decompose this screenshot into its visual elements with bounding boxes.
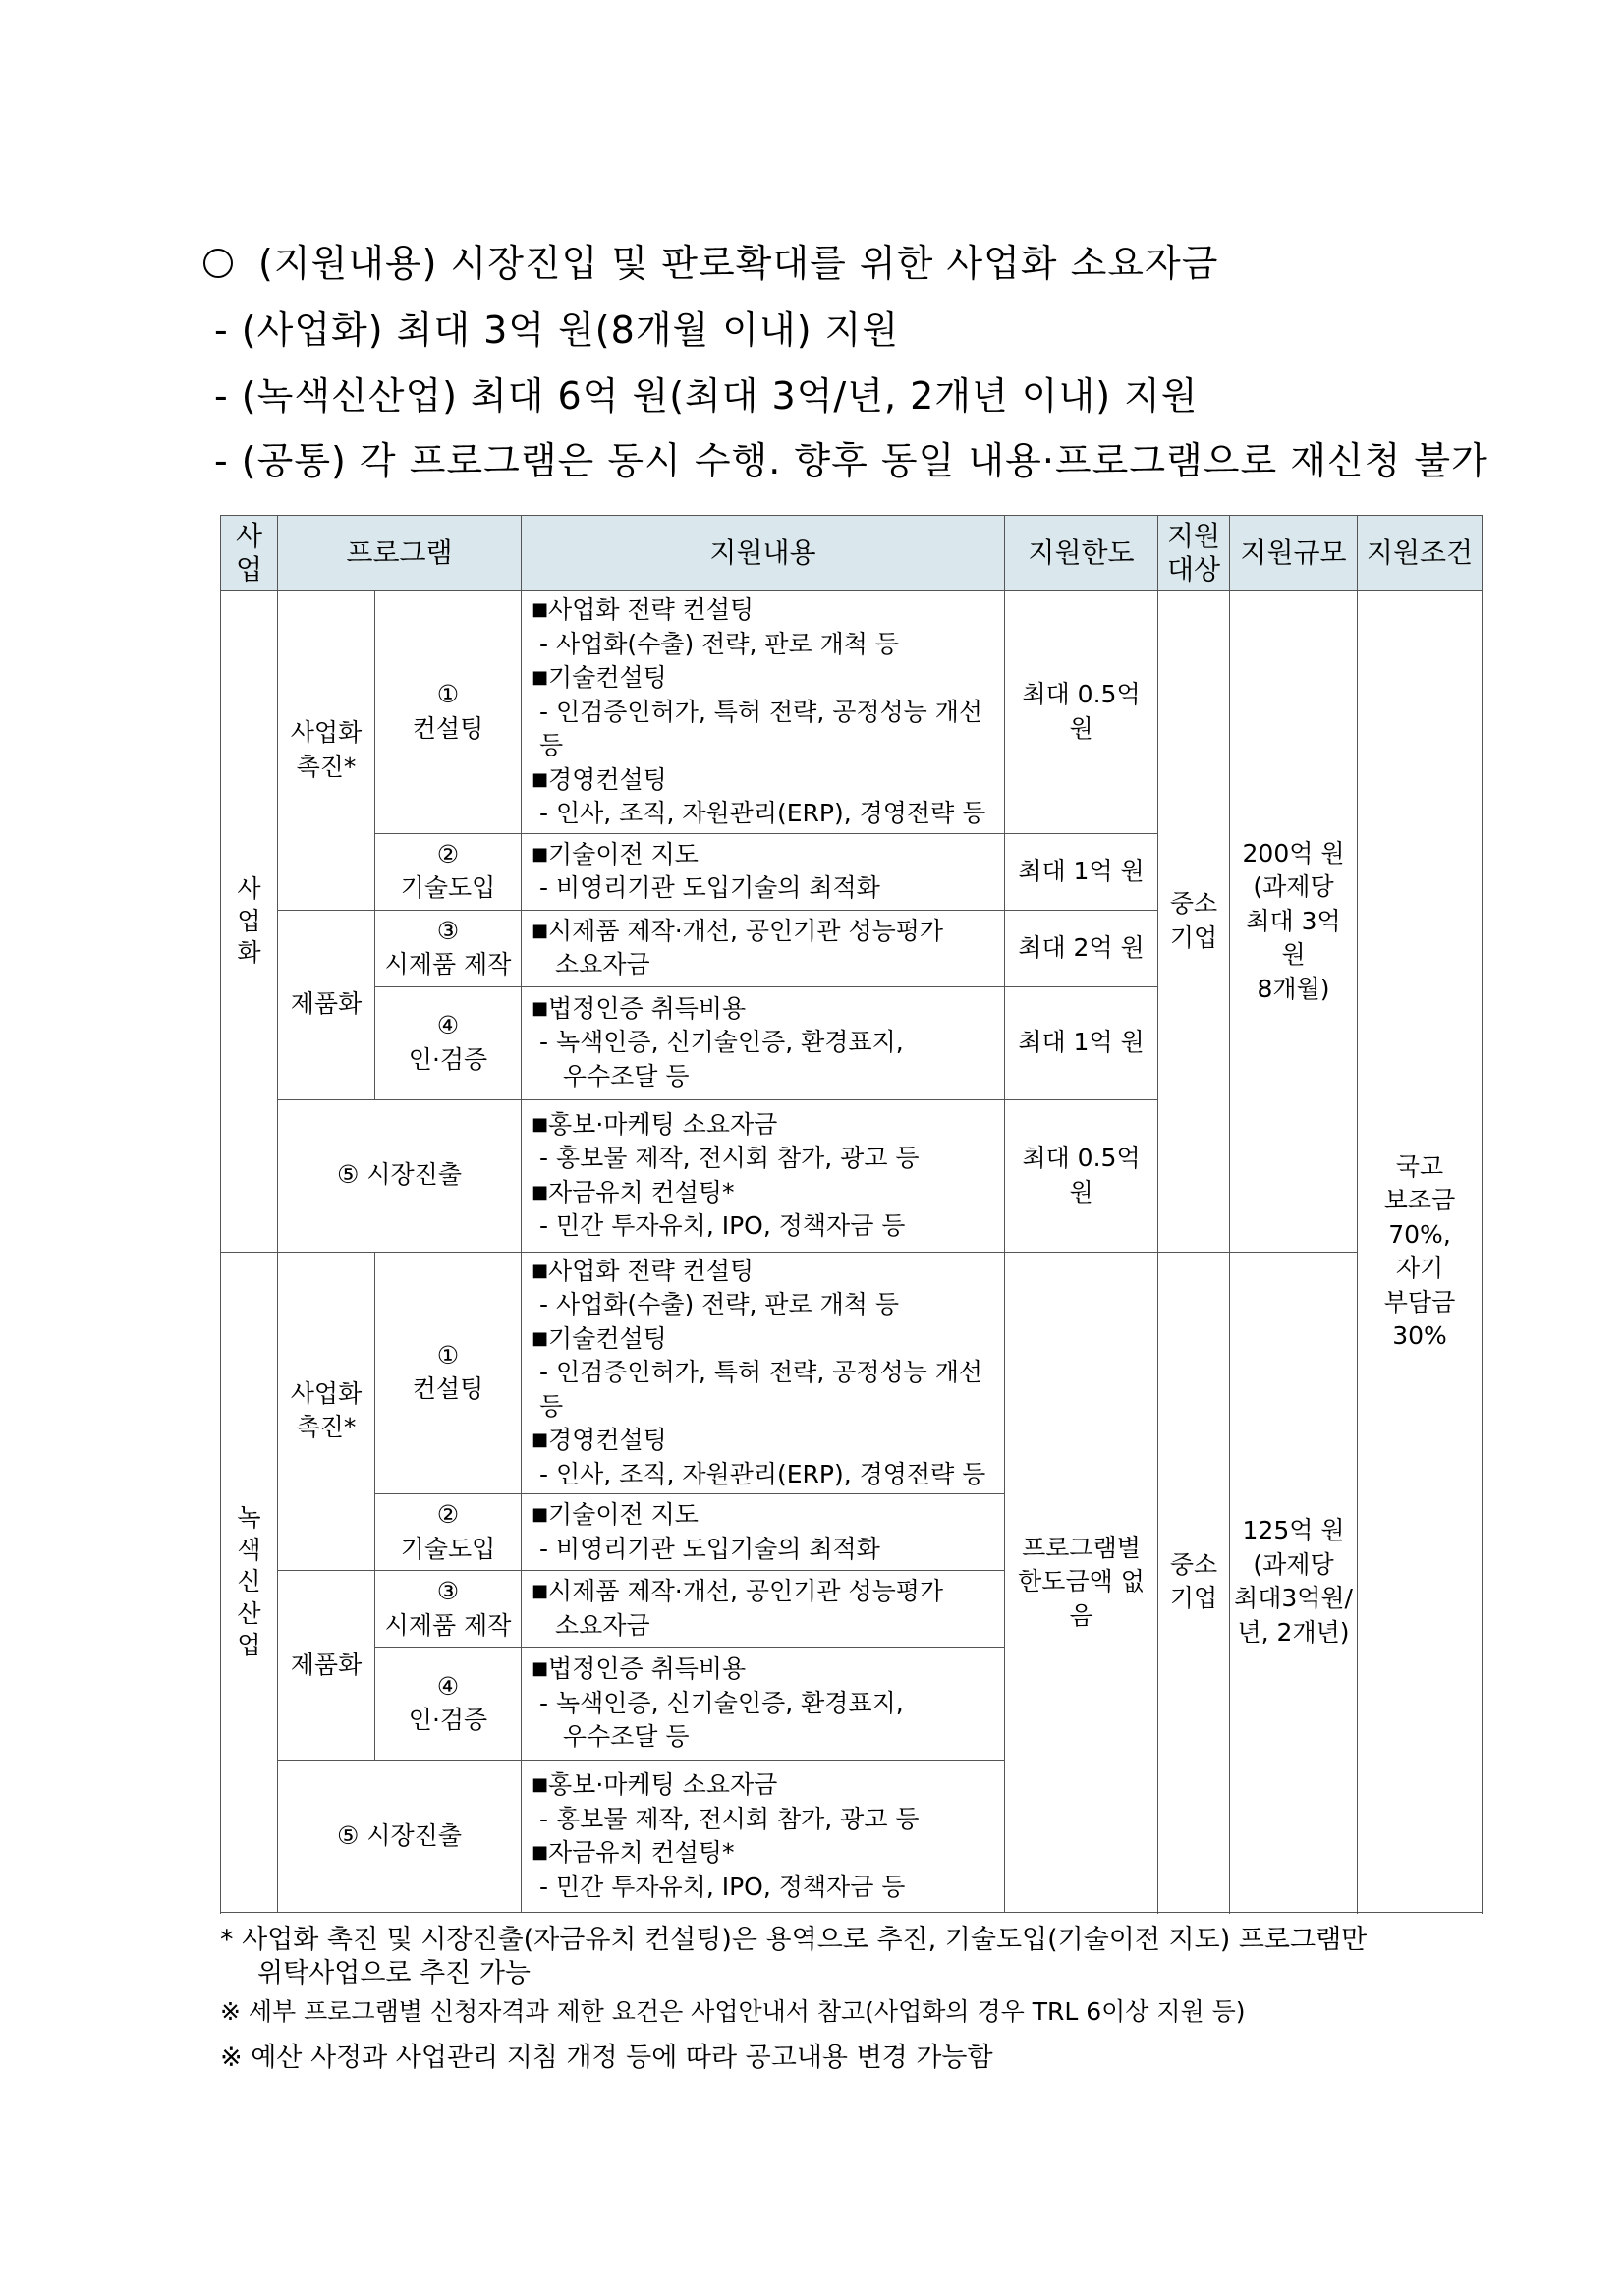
list-item: ■자금유치 컨설팅* [532,1177,735,1206]
list-item: ■홍보·마케팅 소요자금 [532,1109,778,1139]
section-name: 녹 색 신 산 업 [221,1252,278,1913]
list-item: ■기술이전 지도 [532,1500,699,1529]
group-name: 사업화 촉진* [278,1252,375,1571]
program-name: ④ 인·검증 [375,1648,522,1761]
list-item: ■경영컨설팅 [532,764,667,794]
heading-line-4: - (공통) 각 프로그램은 동시 수행. 향후 동일 내용·프로그램으로 재신청 불가 [214,439,1488,482]
program-content [522,910,1005,986]
list-item: ■법정인증 취득비용 [532,1654,747,1684]
program-content [522,1099,1005,1252]
program-name: ① 컨설팅 [375,1252,522,1494]
circle-bullet-icon [203,249,233,278]
list-item: ■기술이전 지도 [532,839,699,868]
support-target: 중소 기업 [1158,591,1230,1253]
program-name: ⑤ 시장진출 [278,1099,522,1252]
list-item: ■시제품 제작·개선, 공인기관 성능평가 [532,1577,944,1605]
program-name: ③ 시제품 제작 [375,910,522,986]
square-bullet-icon: ■ [532,1842,549,1863]
program-name: ② 기술도입 [375,833,522,910]
list-item: ■사업화 전략 컨설팅 [532,595,755,624]
list-item: ■기술컨설팅 [532,1323,667,1353]
footnote-1-continued: 위탁사업으로 추진 가능 [257,1958,531,1988]
square-bullet-icon: ■ [532,667,549,688]
square-bullet-icon: ■ [532,1504,549,1525]
list-item-detail: - 녹색인증, 신기술인증, 환경표지, 우수조달 등 [539,1688,904,1752]
support-table [220,515,1483,1913]
list-item-detail: - 사업화(수출) 전략, 판로 개척 등 [539,629,900,658]
header-condition: 지원조건 [1358,516,1483,591]
list-item: ■법정인증 취득비용 [532,993,747,1023]
program-name: ① 컨설팅 [375,591,522,834]
square-bullet-icon: ■ [532,1181,549,1203]
list-item-detail: - 인검증인허가, 특허 전략, 공정성능 개선 등 [539,697,983,759]
program-limit: 최대 2억 원 [1005,910,1158,986]
program-content [522,1761,1005,1913]
list-item-detail: - 녹색인증, 신기술인증, 환경표지, 우수조달 등 [539,1028,904,1091]
header-target: 지원 대상 [1158,516,1230,591]
header-business: 사 업 [221,516,278,591]
program-limit: 최대 0.5억 원 [1005,591,1158,834]
square-bullet-icon: ■ [532,599,549,620]
square-bullet-icon: ■ [532,1429,549,1450]
support-scale: 125억 원 (과제당 최대3억원/ 년, 2개년) [1230,1252,1358,1913]
program-content [522,591,1005,834]
support-scale: 200억 원 (과제당 최대 3억 원 8개월) [1230,591,1358,1253]
list-item-detail: 소요자금 [555,950,650,979]
list-item: ■홍보·마케팅 소요자금 [532,1770,778,1799]
program-content [522,986,1005,1099]
footnote-2: ※ 세부 프로그램별 신청자격과 제한 요건은 사업안내서 참고(사업화의 경우 TRL 6이상 지원 등) [220,1997,1246,2026]
square-bullet-icon: ■ [532,997,549,1019]
program-limit: 최대 0.5억 원 [1005,1099,1158,1252]
program-limit: 최대 1억 원 [1005,986,1158,1099]
heading-line-1 [203,233,1218,287]
list-item: ■사업화 전략 컨설팅 [532,1256,755,1285]
support-target: 중소 기업 [1158,1252,1230,1913]
list-item: ■자금유치 컨설팅* [532,1838,735,1867]
program-content [522,1648,1005,1761]
header-scale: 지원규모 [1230,516,1358,591]
list-item-detail: - 인사, 조직, 자원관리(ERP), 경영전략 등 [539,1459,986,1488]
program-name: ⑤ 시장진출 [278,1761,522,1913]
group-name: 제품화 [278,910,375,1099]
square-bullet-icon: ■ [532,843,549,865]
program-limit: 최대 1억 원 [1005,833,1158,910]
list-item-detail: - 홍보물 제작, 전시회 참가, 광고 등 [539,1804,920,1833]
list-item-detail: - 사업화(수출) 전략, 판로 개척 등 [539,1290,900,1318]
list-item: ■경영컨설팅 [532,1426,667,1454]
program-name: ④ 인·검증 [375,986,522,1099]
list-item-detail: - 비영리기관 도입기술의 최적화 [539,1534,880,1563]
square-bullet-icon: ■ [532,920,549,941]
list-item-detail: - 민간 투자유치, IPO, 정책자금 등 [539,1211,906,1240]
square-bullet-icon: ■ [532,1327,549,1349]
program-name: ③ 시제품 제작 [375,1571,522,1648]
list-item: ■시제품 제작·개선, 공인기관 성능평가 [532,916,944,945]
square-bullet-icon: ■ [532,1658,549,1680]
program-content [522,1252,1005,1494]
header-content: 지원내용 [522,516,1005,591]
header-limit: 지원한도 [1005,516,1158,591]
list-item-detail: - 인사, 조직, 자원관리(ERP), 경영전략 등 [539,799,986,827]
group-name: 제품화 [278,1571,375,1761]
table-row [221,1252,1483,1494]
list-item-detail: - 홍보물 제작, 전시회 참가, 광고 등 [539,1144,920,1172]
square-bullet-icon: ■ [532,768,549,790]
heading-text: (지원내용) 시장진입 및 판로확대를 위한 사업화 소요자금 [258,242,1219,285]
list-item-detail: - 민간 투자유치, IPO, 정책자금 등 [539,1872,906,1901]
header-program: 프로그램 [278,516,522,591]
program-limit: 프로그램별 한도금액 없음 [1005,1252,1158,1913]
program-content [522,1494,1005,1571]
list-item-detail: - 인검증인허가, 특허 전략, 공정성능 개선 등 [539,1358,983,1421]
list-item-detail: 소요자금 [555,1610,650,1640]
section-name: 사 업 화 [221,591,278,1253]
square-bullet-icon: ■ [532,1774,549,1795]
program-content [522,833,1005,910]
group-name: 사업화 촉진* [278,591,375,911]
square-bullet-icon: ■ [532,1113,549,1135]
square-bullet-icon: ■ [532,1581,549,1601]
list-item: ■기술컨설팅 [532,663,667,692]
list-item-detail: - 비영리기관 도입기술의 최적화 [539,873,880,902]
footnote-1: * 사업화 촉진 및 시장진출(자금유치 컨설팅)은 용역으로 추진, 기술도입(기술이전 지도) 프로그램만 [220,1925,1368,1955]
program-name: ② 기술도입 [375,1494,522,1571]
support-condition: 국고 보조금 70%, 자기 부담금 30% [1358,591,1483,1913]
table-header-row [221,516,1483,591]
heading-line-3: - (녹색신산업) 최대 6억 원(최대 3억/년, 2개년 이내) 지원 [214,374,1199,418]
table-row [221,591,1483,834]
program-content [522,1571,1005,1648]
footnote-3: ※ 예산 사정과 사업관리 지침 개정 등에 따라 공고내용 변경 가능함 [220,2043,993,2073]
heading-line-2: - (사업화) 최대 3억 원(8개월 이내) 지원 [214,308,900,352]
square-bullet-icon: ■ [532,1260,549,1281]
